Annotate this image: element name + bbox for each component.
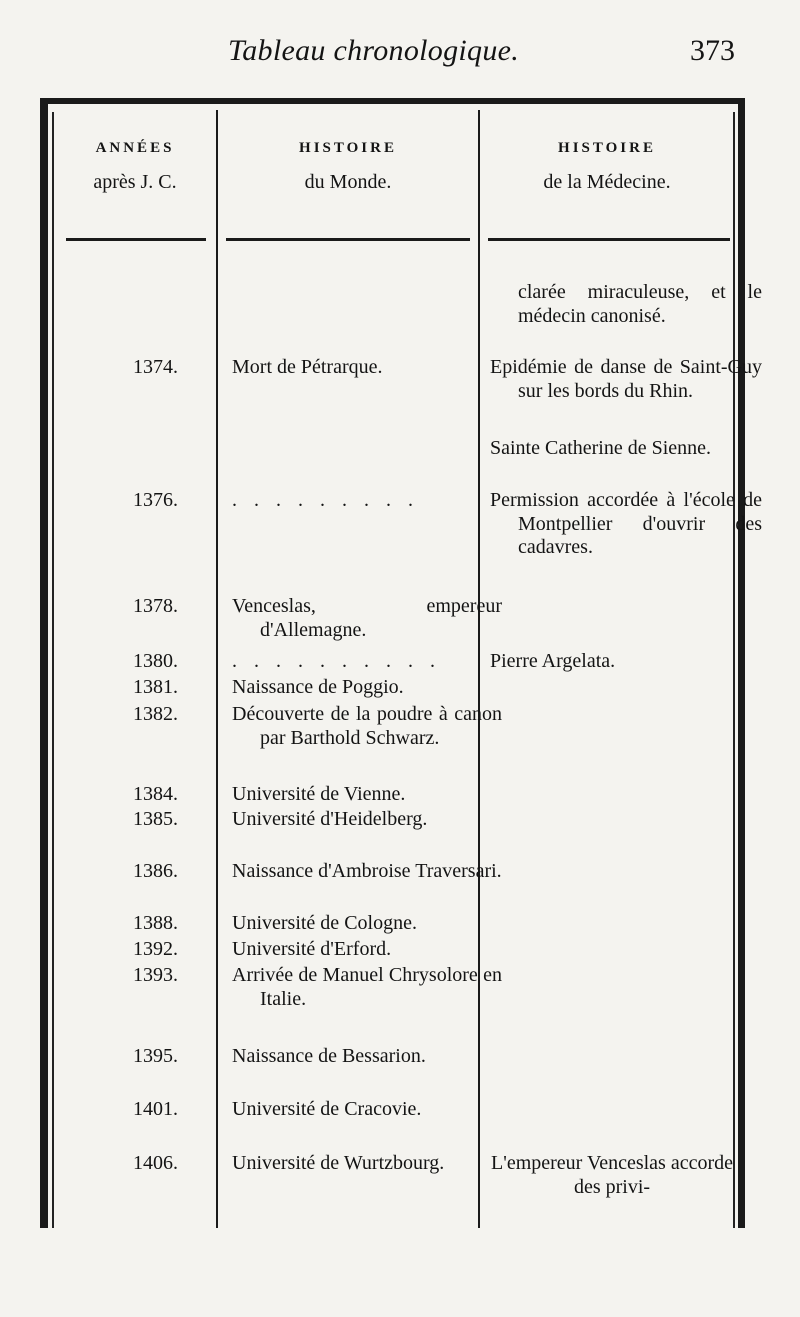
year-cell: 1392. <box>133 938 178 960</box>
running-title: Tableau chronologique. <box>228 34 520 67</box>
medicine-history-cell: Permission accordée à l'école de Montpellier d'ouvrir des cadavres. <box>490 489 762 558</box>
world-history-cell: Université de Wurtzbourg. <box>232 1152 445 1174</box>
column-header-annees <box>60 140 210 194</box>
header-rule <box>66 238 206 241</box>
year-cell: 1385. <box>133 808 178 830</box>
world-history-cell: Université d'Heidelberg. <box>232 808 428 830</box>
year-cell: 1406. <box>133 1152 178 1174</box>
column-title: HISTOIRE <box>558 140 656 156</box>
frame-inner-line-left <box>52 112 54 1228</box>
world-history-cell: Université de Cracovie. <box>232 1098 422 1120</box>
column-subtitle: du Monde. <box>304 171 392 193</box>
year-cell: 1374. <box>133 356 178 378</box>
column-separator-1 <box>216 110 218 1228</box>
column-subtitle: après J. C. <box>93 171 177 193</box>
page-number: 373 <box>690 34 735 67</box>
column-header-histoire-monde <box>222 140 474 194</box>
medicine-history-cell: Sainte Catherine de Sienne. <box>490 437 712 459</box>
medicine-history-cell: L'empereur Venceslas accorde des privi- <box>491 1152 733 1198</box>
world-history-cell: . . . . . . . . . . <box>232 650 441 672</box>
year-cell: 1378. <box>133 595 178 617</box>
column-subtitle: de la Médecine. <box>543 171 671 193</box>
page-header <box>0 30 800 80</box>
medicine-history-cell: Pierre Argelata. <box>490 650 616 672</box>
column-title: ANNÉES <box>95 140 175 156</box>
year-cell: 1388. <box>133 912 178 934</box>
year-cell: 1393. <box>133 964 178 986</box>
world-history-cell: Naissance de Poggio. <box>232 676 404 698</box>
world-history-cell: Mort de Pétrarque. <box>232 356 383 378</box>
year-cell: 1381. <box>133 676 178 698</box>
medicine-history-cell: Epidémie de danse de Saint-Guy sur les bords du Rhin. <box>490 356 762 402</box>
world-history-cell: Arrivée de Manuel Chrysolore en Italie. <box>232 964 502 1010</box>
medicine-history-cell: clarée miraculeuse, et le médecin canonisé. <box>518 281 762 327</box>
year-cell: 1401. <box>133 1098 178 1120</box>
year-cell: 1382. <box>133 703 178 725</box>
world-history-cell: . . . . . . . . . <box>232 489 419 511</box>
world-history-cell: Découverte de la poudre à canon par Barthold Schwarz. <box>232 703 502 749</box>
year-cell: 1395. <box>133 1045 178 1067</box>
header-rule <box>488 238 730 241</box>
year-cell: 1386. <box>133 860 178 882</box>
world-history-cell: Université de Vienne. <box>232 783 406 805</box>
header-rule <box>226 238 470 241</box>
column-title: HISTOIRE <box>299 140 397 156</box>
world-history-cell: Naissance de Bessarion. <box>232 1045 426 1067</box>
year-cell: 1376. <box>133 489 178 511</box>
year-cell: 1384. <box>133 783 178 805</box>
world-history-cell: Naissance d'Ambroise Traversari. <box>232 860 502 882</box>
world-history-cell: Université de Cologne. <box>232 912 417 934</box>
world-history-cell: Venceslas, empereur d'Allemagne. <box>232 595 502 641</box>
column-header-histoire-medecine <box>484 140 730 194</box>
world-history-cell: Université d'Erford. <box>232 938 392 960</box>
year-cell: 1380. <box>133 650 178 672</box>
